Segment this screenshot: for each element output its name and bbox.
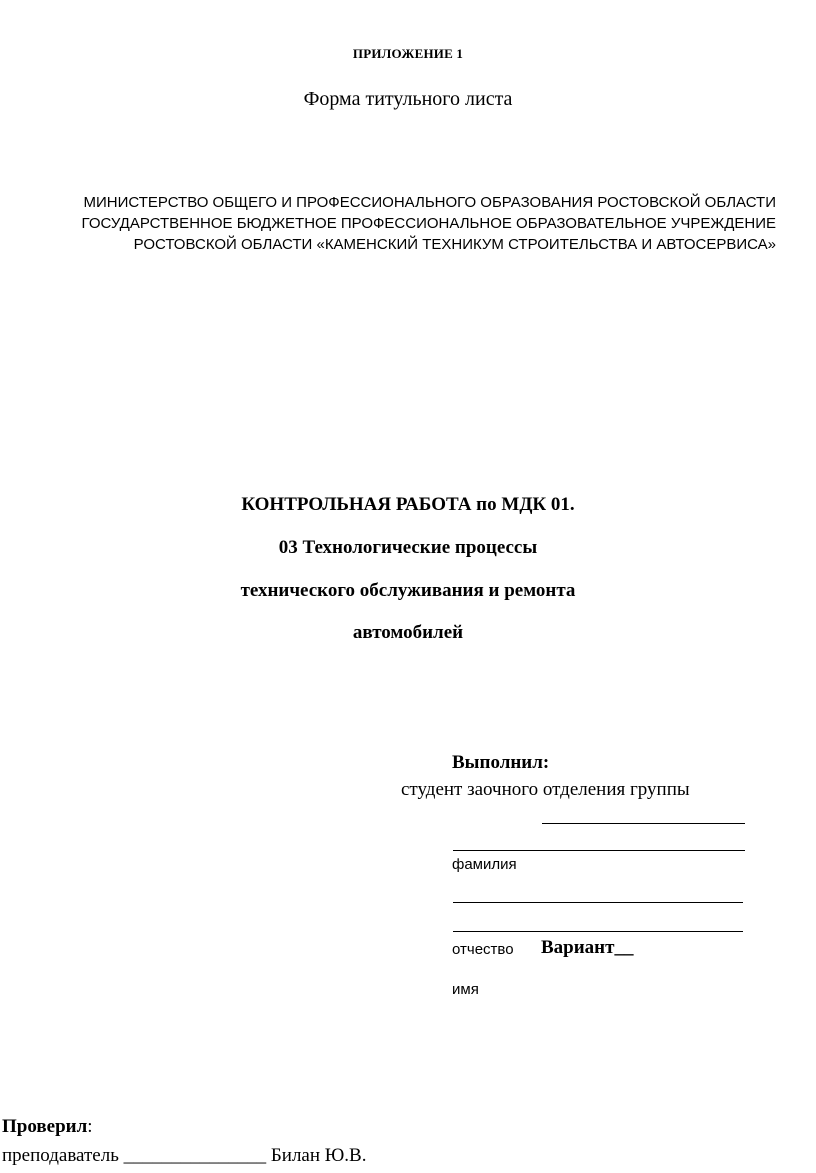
institution-block (40, 192, 776, 255)
patronymic-label: отчество (452, 941, 514, 958)
checked-by-text: Проверил (2, 1116, 88, 1137)
teacher-line: преподаватель _______________ Билан Ю.В. (2, 1145, 367, 1166)
surname-label: фамилия (452, 856, 517, 873)
work-title-line-4: автомобилей (352, 622, 464, 643)
performed-by-heading: Выполнил: (452, 752, 550, 773)
appendix-heading: ПРИЛОЖЕНИЕ 1 (352, 46, 464, 61)
surname-blank-line (453, 850, 745, 851)
form-title: Форма титульного листа (303, 88, 513, 110)
institution-line-2: ГОСУДАРСТВЕННОЕ БЮДЖЕТНОЕ ПРОФЕССИОНАЛЬНОЕ ОБРАЗОВАТЕЛЬНОЕ УЧРЕЖДЕНИЕ (81, 215, 776, 232)
patronymic-blank-line (453, 931, 743, 932)
work-title-line-3: технического обслуживания и ремонта (240, 580, 576, 601)
checked-by-colon: : (87, 1116, 93, 1137)
work-title-line-2: 03 Технологические процессы (278, 537, 538, 558)
group-blank-line (542, 823, 745, 824)
institution-line-1: МИНИСТЕРСТВО ОБЩЕГО И ПРОФЕССИОНАЛЬНОГО ОБРАЗОВАНИЯ РОСТОВСКОЙ ОБЛАСТИ (83, 194, 776, 211)
work-title-line-1: КОНТРОЛЬНАЯ РАБОТА по МДК 01. (241, 494, 575, 515)
checked-by-label (2, 1116, 93, 1138)
variant-label: Вариант__ (541, 937, 634, 958)
institution-line-3: РОСТОВСКОЙ ОБЛАСТИ «КАМЕНСКИЙ ТЕХНИКУМ СТРОИТЕЛЬСТВА И АВТОСЕРВИСА» (133, 236, 776, 253)
name-blank-line (453, 902, 743, 903)
student-description: студент заочного отделения группы (401, 779, 690, 800)
name-label: имя (452, 981, 479, 998)
